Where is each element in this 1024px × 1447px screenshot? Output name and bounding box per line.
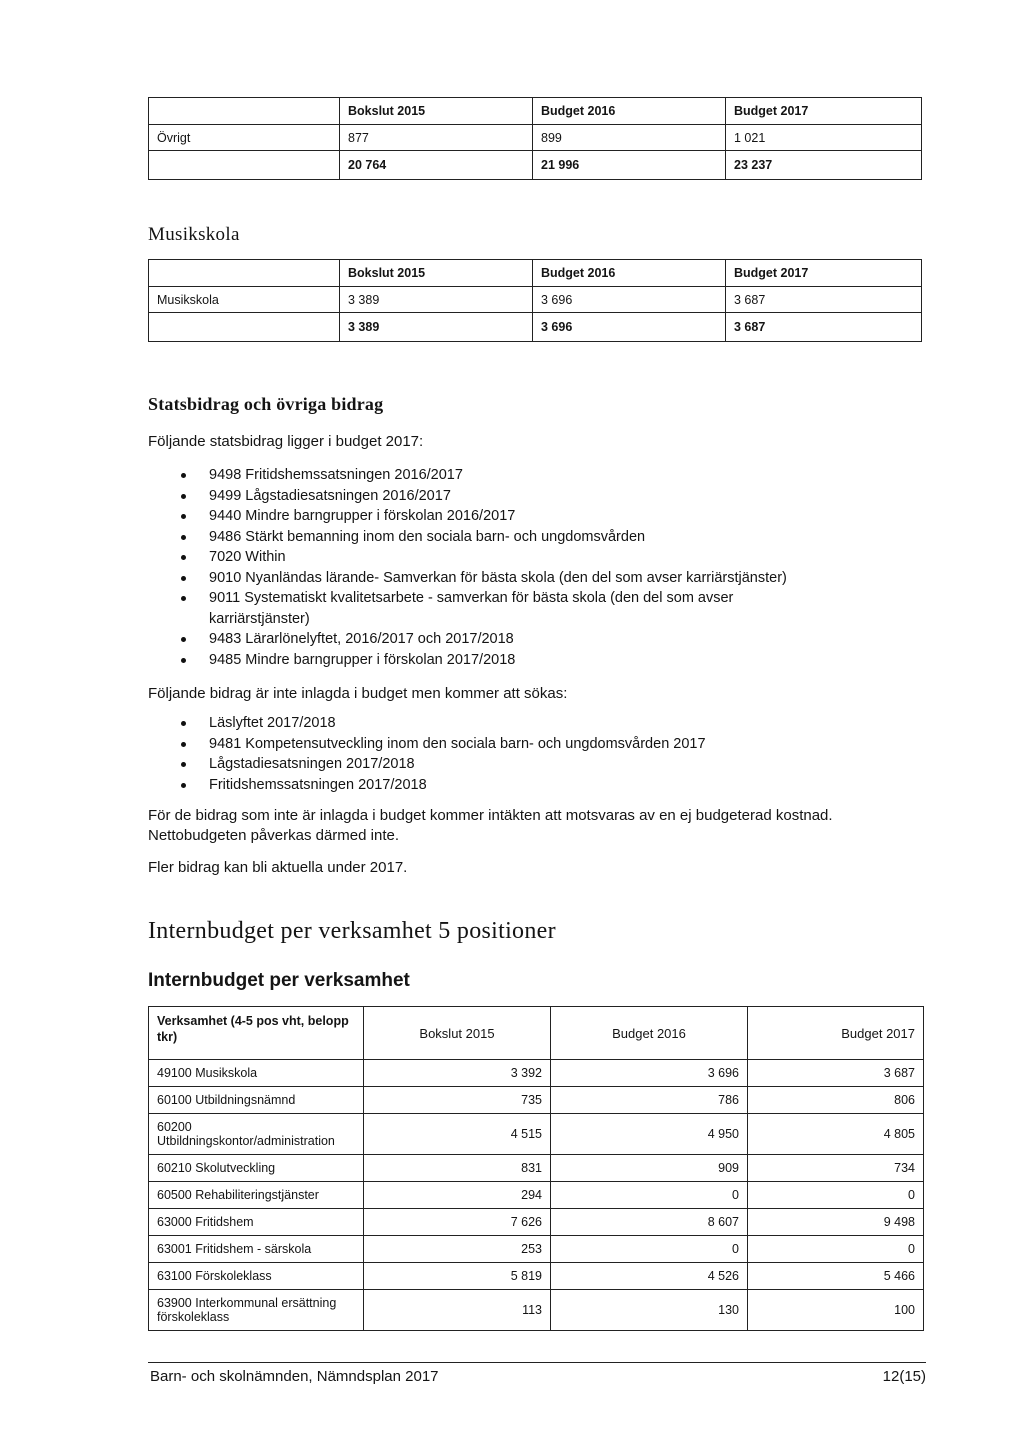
table-sum-row <box>149 151 922 180</box>
header-cell: Bokslut 2015 <box>340 98 533 125</box>
table-cell: 3 687 <box>748 1060 924 1087</box>
table-cell: 831 <box>364 1155 551 1182</box>
table-cell: 294 <box>364 1182 551 1209</box>
table-cell: 23 237 <box>726 151 922 180</box>
header-cell: Bokslut 2015 <box>340 260 533 287</box>
table-header-row <box>149 1007 924 1060</box>
table-header-row <box>149 98 922 125</box>
table-cell: 909 <box>551 1155 748 1182</box>
table-row <box>149 1155 924 1182</box>
table-cell: 5 466 <box>748 1263 924 1290</box>
list-item: 9498 Fritidshemssatsningen 2016/2017 <box>165 465 885 486</box>
statsbidrag-intro2: Följande bidrag är inte inlagda i budget men kommer att sökas: <box>148 685 568 702</box>
header-cell: Budget 2016 <box>533 98 726 125</box>
list-item: 9486 Stärkt bemanning inom den sociala barn- och ungdomsvården <box>165 527 885 548</box>
table-cell: 3 687 <box>726 287 922 313</box>
table-cell: 3 389 <box>340 287 533 313</box>
table-cell: 735 <box>364 1087 551 1114</box>
table-cell: 7 626 <box>364 1209 551 1236</box>
table-row <box>149 1236 924 1263</box>
table-row <box>149 1114 924 1155</box>
table-header-row <box>149 260 922 287</box>
statsbidrag-list <box>165 465 885 670</box>
table-cell: 3 696 <box>533 313 726 342</box>
table-cell: 3 389 <box>340 313 533 342</box>
header-cell <box>149 98 340 125</box>
table-cell: Musikskola <box>149 287 340 313</box>
table-cell <box>149 151 340 180</box>
list-item: 7020 Within <box>165 547 885 568</box>
table-cell: 5 819 <box>364 1263 551 1290</box>
table-cell: 60200 Utbildningskontor/administration <box>149 1114 364 1155</box>
table-internbudget <box>148 1006 924 1331</box>
table-row <box>149 1290 924 1331</box>
table-cell: 0 <box>748 1182 924 1209</box>
table-cell: 786 <box>551 1087 748 1114</box>
table-ovrigt <box>148 97 922 180</box>
table-cell: 63001 Fritidshem - särskola <box>149 1236 364 1263</box>
table-row <box>149 1060 924 1087</box>
section-heading-statsbidrag: Statsbidrag och övriga bidrag <box>148 394 384 414</box>
table-musikskola <box>148 259 922 342</box>
list-item: 9483 Lärarlönelyftet, 2016/2017 och 2017/2018 <box>165 629 885 650</box>
table-row <box>149 1209 924 1236</box>
list-item: 9485 Mindre barngrupper i förskolan 2017/2018 <box>165 650 885 671</box>
statsbidrag-paragraph: För de bidrag som inte är inlagda i budget kommer intäkten att motsvaras av en ej budgeterad kostnad. Nettobudgeten påverkas därmed inte. <box>148 807 833 844</box>
header-cell: Verksamhet (4-5 pos vht, belopp tkr) <box>149 1007 364 1060</box>
table-cell: 1 021 <box>726 125 922 151</box>
header-cell: Budget 2016 <box>551 1007 748 1060</box>
table-cell: 3 687 <box>726 313 922 342</box>
footer-title: Barn- och skolnämnden, Nämndsplan 2017 <box>150 1368 439 1385</box>
header-cell: Bokslut 2015 <box>364 1007 551 1060</box>
table-cell: 0 <box>551 1182 748 1209</box>
table-cell: 0 <box>748 1236 924 1263</box>
list-item: Fritidshemssatsningen 2017/2018 <box>165 775 885 796</box>
table-row <box>149 125 922 151</box>
header-cell: Budget 2017 <box>726 98 922 125</box>
list-item: Lågstadiesatsningen 2017/2018 <box>165 754 885 775</box>
table-cell: 4 515 <box>364 1114 551 1155</box>
table-cell: 60100 Utbildningsnämnd <box>149 1087 364 1114</box>
table-cell: 60210 Skolutveckling <box>149 1155 364 1182</box>
header-cell: Budget 2017 <box>726 260 922 287</box>
list-item: 9499 Lågstadiesatsningen 2016/2017 <box>165 486 885 507</box>
table-cell: 0 <box>551 1236 748 1263</box>
table-cell: 899 <box>533 125 726 151</box>
list-item: 9010 Nyanländas lärande- Samverkan för bästa skola (den del som avser karriärstjänster) <box>165 568 885 589</box>
table-cell: 130 <box>551 1290 748 1331</box>
statsbidrag-paragraph-2: Fler bidrag kan bli aktuella under 2017. <box>148 859 408 876</box>
table-cell: 877 <box>340 125 533 151</box>
table-cell: 4 805 <box>748 1114 924 1155</box>
table-cell: 113 <box>364 1290 551 1331</box>
header-cell <box>149 260 340 287</box>
internbudget-subheading: Internbudget per verksamhet <box>148 970 410 991</box>
table-cell <box>149 313 340 342</box>
table-cell: 734 <box>748 1155 924 1182</box>
table-sum-row <box>149 313 922 342</box>
table-cell: 3 392 <box>364 1060 551 1087</box>
statsbidrag-intro: Följande statsbidrag ligger i budget 2017: <box>148 433 424 450</box>
table-row <box>149 1087 924 1114</box>
table-cell: 3 696 <box>533 287 726 313</box>
table-cell: 253 <box>364 1236 551 1263</box>
header-cell: Budget 2016 <box>533 260 726 287</box>
table-cell: 100 <box>748 1290 924 1331</box>
table-cell: 63900 Interkommunal ersättning förskoleklass <box>149 1290 364 1331</box>
table-cell: 60500 Rehabiliteringstjänster <box>149 1182 364 1209</box>
list-item: 9440 Mindre barngrupper i förskolan 2016/2017 <box>165 506 885 527</box>
table-row <box>149 287 922 313</box>
footer-divider <box>148 1362 926 1363</box>
header-cell: Budget 2017 <box>748 1007 924 1060</box>
table-cell: 63100 Förskoleklass <box>149 1263 364 1290</box>
table-cell: Övrigt <box>149 125 340 151</box>
table-row <box>149 1263 924 1290</box>
table-cell: 21 996 <box>533 151 726 180</box>
table-cell: 4 526 <box>551 1263 748 1290</box>
statsbidrag-list-2 <box>165 713 885 795</box>
table-cell: 4 950 <box>551 1114 748 1155</box>
section-heading-musikskola: Musikskola <box>148 224 240 245</box>
section-heading-internbudget: Internbudget per verksamhet 5 positioner <box>148 918 556 944</box>
table-cell: 9 498 <box>748 1209 924 1236</box>
table-row <box>149 1182 924 1209</box>
table-cell: 3 696 <box>551 1060 748 1087</box>
table-cell: 8 607 <box>551 1209 748 1236</box>
table-cell: 63000 Fritidshem <box>149 1209 364 1236</box>
page-number: 12(15) <box>882 1368 926 1385</box>
list-item: 9011 Systematiskt kvalitetsarbete - samverkan för bästa skola (den del som avser karriärstjänster) <box>165 588 885 629</box>
table-cell: 806 <box>748 1087 924 1114</box>
list-item: Läslyftet 2017/2018 <box>165 713 885 734</box>
table-cell: 20 764 <box>340 151 533 180</box>
table-cell: 49100 Musikskola <box>149 1060 364 1087</box>
list-item: 9481 Kompetensutveckling inom den sociala barn- och ungdomsvården 2017 <box>165 734 885 755</box>
